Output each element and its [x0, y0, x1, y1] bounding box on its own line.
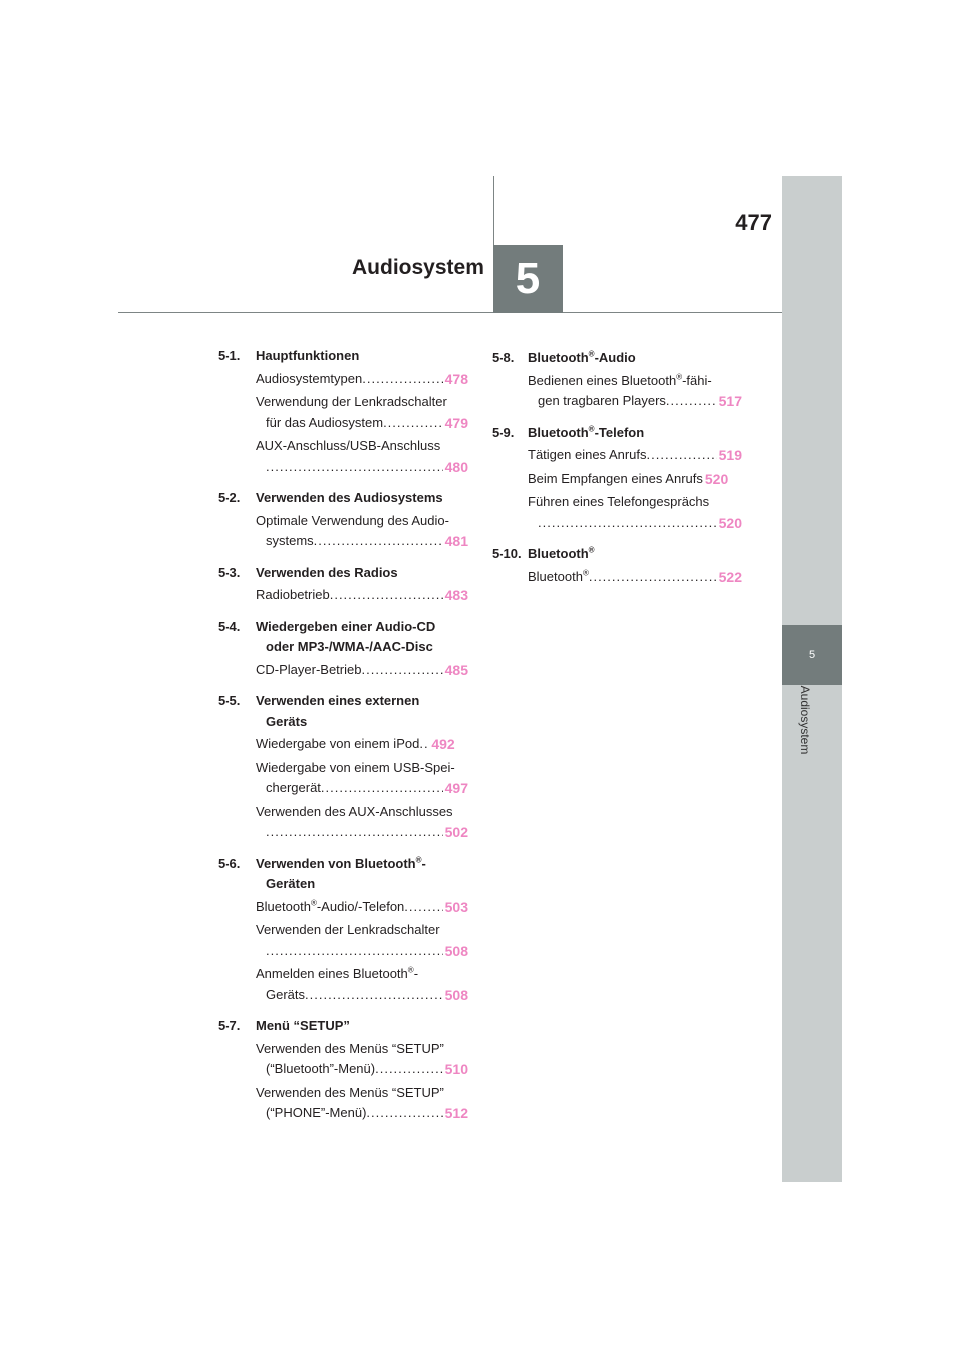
registered-mark: ® — [582, 568, 589, 578]
side-tab-label: Audiosystem — [798, 685, 812, 755]
page-link[interactable]: 508 — [444, 942, 468, 959]
registered-mark: ® — [415, 855, 422, 865]
registered-mark: ® — [588, 545, 595, 555]
toc-entry[interactable]: Führen eines Telefongesprächs ..... 520 — [528, 492, 742, 533]
toc-section-5-5[interactable]: 5-5. Verwenden eines externen Geräts — [218, 693, 420, 729]
toc-section-5-1[interactable]: 5-1. Hauptfunktionen — [218, 348, 360, 363]
page-link[interactable]: 522 — [718, 568, 742, 585]
registered-mark: ® — [676, 372, 683, 382]
page-link[interactable]: 503 — [444, 898, 468, 915]
toc-entry[interactable]: Audiosystemtypen ..... 478 — [256, 369, 468, 390]
toc-section-5-3[interactable]: 5-3. Verwenden des Radios — [218, 564, 398, 580]
page-link[interactable]: 508 — [444, 986, 468, 1003]
toc-entry[interactable]: Beim Empfangen eines Anrufs 520 — [528, 469, 742, 490]
page-link[interactable]: 492 — [431, 736, 455, 752]
page-link[interactable]: 480 — [444, 458, 468, 475]
header-divider-horizontal — [118, 312, 782, 313]
chapter-title: Audiosystem — [352, 256, 484, 279]
registered-mark: ® — [407, 965, 414, 975]
toc-entry[interactable]: Verwenden des Menüs “SETUP” (“PHONE”-Menü) ..... 512 — [256, 1083, 468, 1124]
page-link[interactable]: 497 — [444, 780, 468, 796]
registered-mark: ® — [588, 424, 595, 434]
page-link[interactable]: 479 — [444, 414, 468, 431]
registered-mark: ® — [310, 898, 317, 908]
registered-mark: ® — [588, 349, 595, 359]
toc-section-5-4[interactable]: 5-4. Wiedergeben einer Audio-CD oder MP3-/WMA-/AAC-Disc — [218, 618, 436, 654]
page-link[interactable]: 517 — [718, 393, 742, 409]
toc-entry[interactable]: Bluetooth®-Audio/-Telefon ..... 503 — [256, 897, 468, 918]
page-link[interactable]: 519 — [718, 447, 742, 463]
chapter-number-box: 5 — [493, 245, 563, 313]
page-link[interactable]: 485 — [444, 661, 468, 678]
toc-section-5-10[interactable]: 5-10. Bluetooth® — [492, 545, 595, 561]
toc-section-5-9[interactable]: 5-9. Bluetooth®-Telefon — [492, 424, 645, 440]
toc-entry[interactable]: Optimale Verwendung des Audio- systems ..... 481 — [256, 511, 468, 552]
toc-entry[interactable]: Anmelden eines Bluetooth®- Geräts ..... 508 — [256, 964, 468, 1005]
page-link[interactable]: 502 — [444, 824, 468, 840]
toc-section-5-6[interactable]: 5-6. Verwenden von Bluetooth®- Geräten — [218, 855, 426, 891]
toc-entry[interactable]: Verwenden des Menüs “SETUP” (“Bluetooth”-Menü) ..... 510 — [256, 1039, 468, 1080]
toc-entry[interactable]: Tätigen eines Anrufs ..... 519 — [528, 445, 742, 466]
header-divider-vertical — [493, 176, 494, 246]
page-link[interactable]: 483 — [444, 587, 468, 603]
toc-entry[interactable]: Bluetooth® ..... 522 — [528, 567, 742, 588]
toc-section-5-7[interactable]: 5-7. Menü “SETUP” — [218, 1018, 350, 1033]
page-link[interactable]: 520 — [718, 514, 742, 531]
toc-entry[interactable]: Wiedergabe von einem USB-Spei- chergerät ..... 497 — [256, 758, 468, 799]
toc-entry[interactable]: Verwenden der Lenkradschalter ..... 508 — [256, 920, 468, 961]
toc-entry[interactable]: Verwenden des AUX-Anschlusses ..... 502 — [256, 802, 468, 843]
page-link[interactable]: 520 — [704, 470, 729, 487]
toc-left-column — [218, 346, 468, 1127]
toc-section-5-2[interactable]: 5-2. Verwenden des Audiosystems — [218, 490, 443, 505]
page-number: 477 — [735, 210, 772, 235]
toc-entry[interactable]: CD-Player-Betrieb ..... 485 — [256, 660, 468, 681]
page-link[interactable]: 510 — [444, 1061, 468, 1077]
toc-right-column — [492, 348, 742, 590]
toc-entry[interactable]: Bedienen eines Bluetooth®-fähi- gen tragbaren Players ..... 517 — [528, 371, 742, 412]
toc-entry[interactable]: AUX-Anschluss/USB-Anschluss ..... 480 — [256, 436, 468, 477]
page-link[interactable]: 512 — [444, 1105, 468, 1121]
page-link[interactable]: 481 — [444, 533, 468, 549]
side-tab-number[interactable]: 5 — [782, 625, 842, 685]
toc-entry[interactable]: Radiobetrieb ..... 483 — [256, 585, 468, 606]
page-link[interactable]: 478 — [444, 370, 468, 387]
toc-entry[interactable]: Verwendung der Lenkradschalter für das Audiosystem ..... 479 — [256, 392, 468, 433]
toc-section-5-8[interactable]: 5-8. Bluetooth®-Audio — [492, 349, 636, 365]
toc-entry[interactable]: Wiedergabe von einem iPod ..... 492 — [256, 734, 468, 755]
